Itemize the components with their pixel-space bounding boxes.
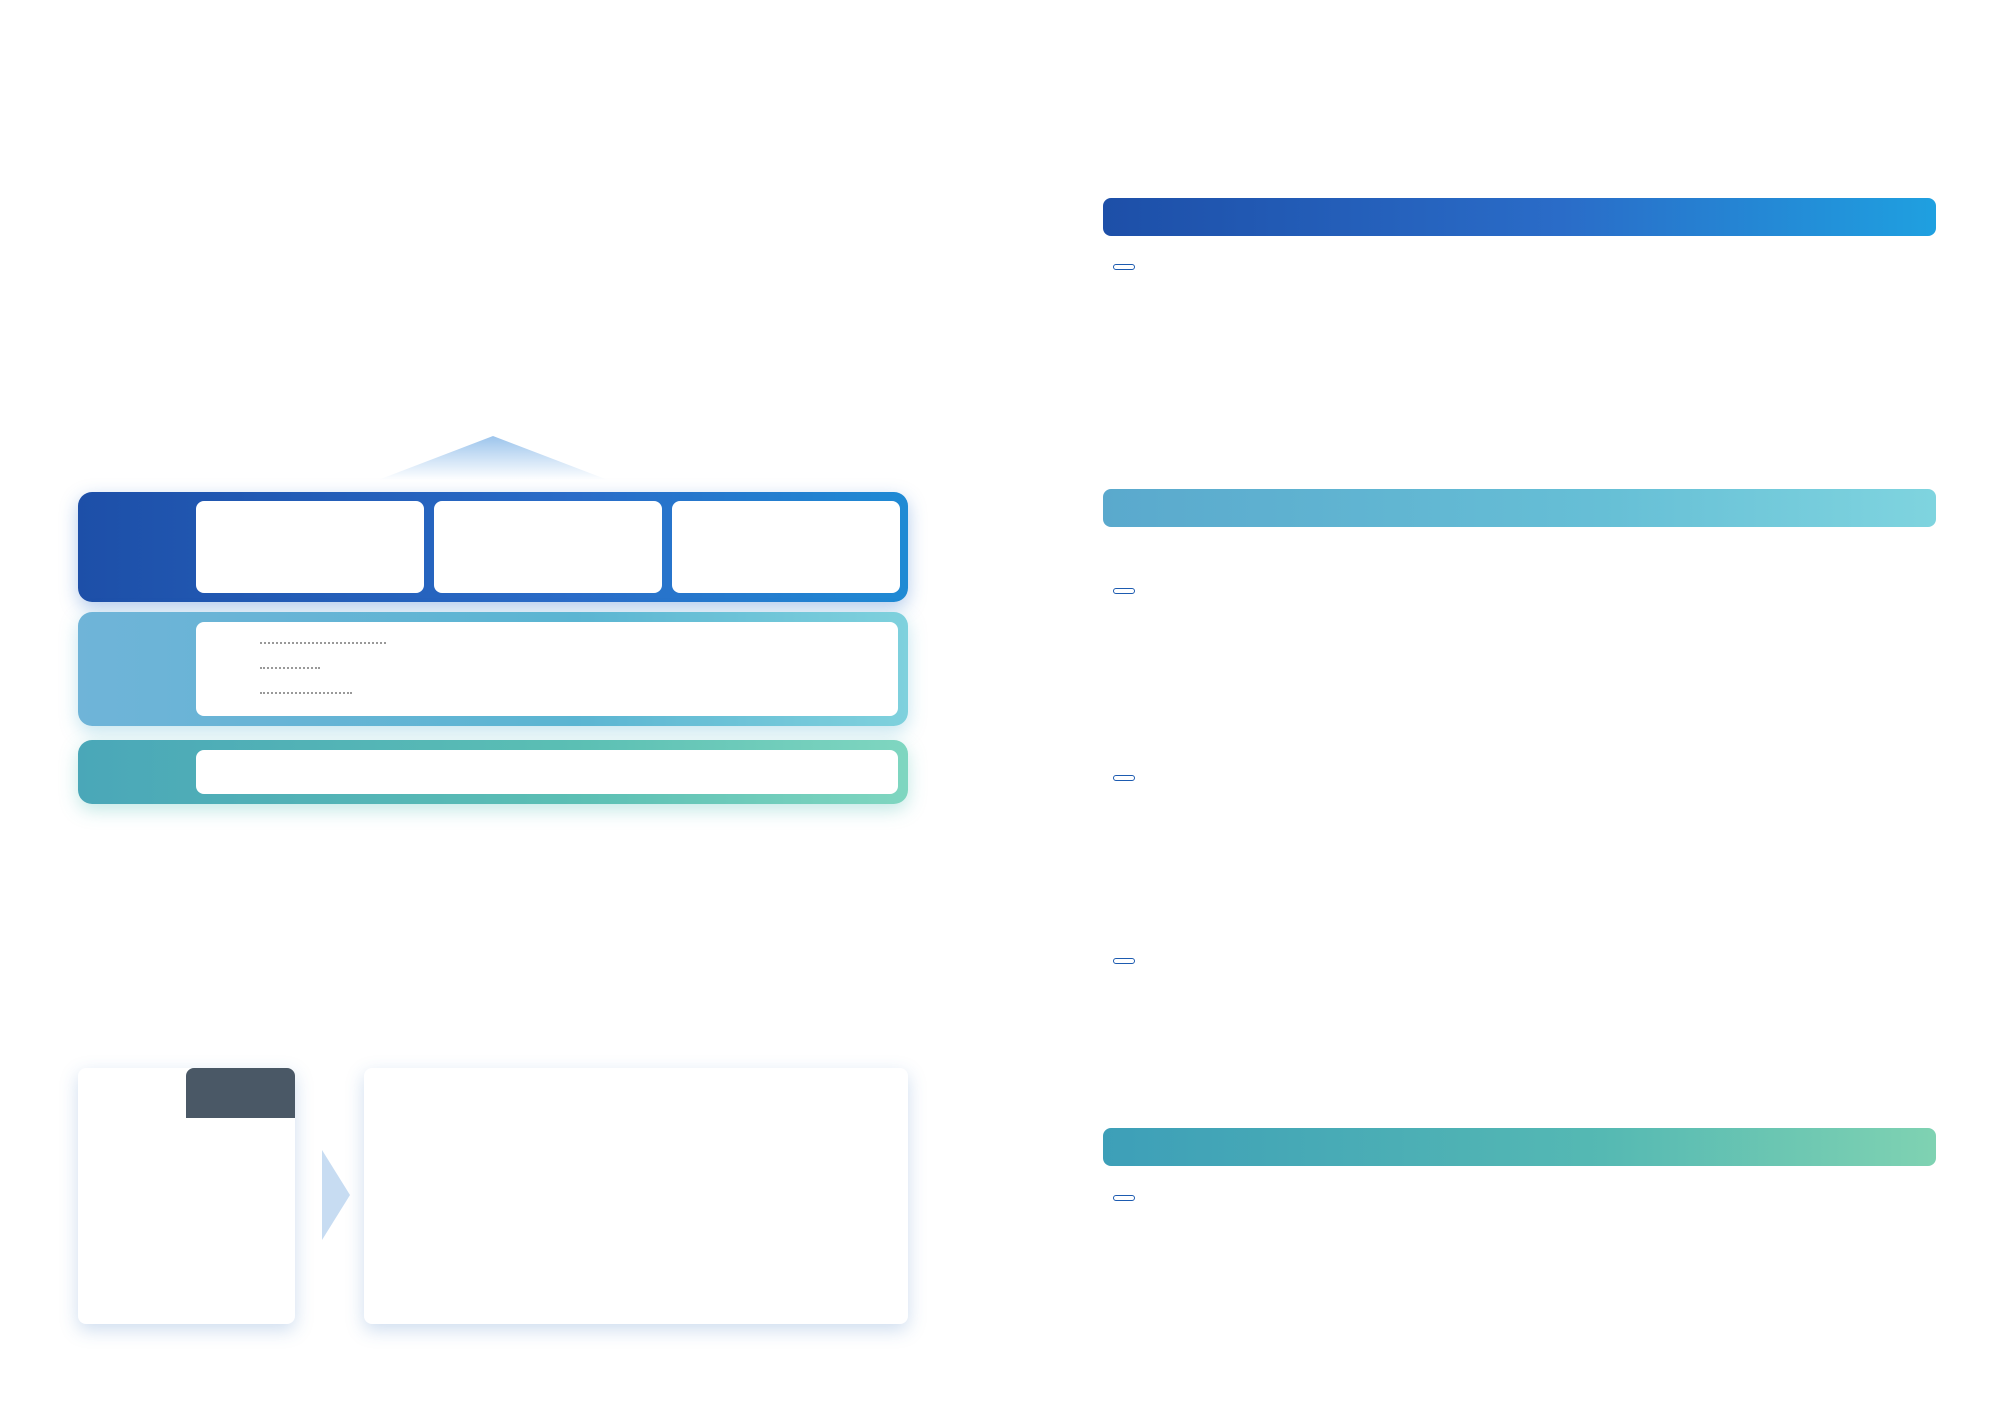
chevron-right-icon: [322, 1150, 350, 1240]
social-card: [196, 750, 898, 794]
social-band-right: [1103, 1128, 1936, 1166]
page-ref-link[interactable]: [1113, 264, 1135, 270]
social-label: [78, 740, 196, 804]
social-heading: [1103, 1195, 1135, 1201]
business-strategy-card: [196, 501, 424, 593]
leader-dots: [260, 642, 386, 644]
page-ref-link[interactable]: [1113, 1195, 1135, 1201]
growth-band-right: [1103, 198, 1936, 236]
foundation-card: [196, 622, 898, 716]
growth-strategy-label: [78, 492, 196, 602]
foundation-row: [252, 655, 898, 680]
foundation-label: [78, 612, 196, 726]
page-ref-link[interactable]: [1113, 588, 1135, 594]
service-strategy-card: [434, 501, 662, 593]
page-ref-link[interactable]: [1113, 958, 1135, 964]
leader-dots: [260, 692, 352, 694]
visualization-heading: [1103, 775, 1135, 781]
growth-heading: [1103, 264, 1135, 270]
growth-strategy-band: [78, 492, 908, 602]
page-ref-link[interactable]: [1113, 775, 1135, 781]
foundation-band-right: [1103, 489, 1936, 527]
social-band: [78, 740, 908, 804]
foundation-band: [78, 612, 908, 726]
top-nav: [1834, 52, 1938, 59]
foundation-row: [252, 680, 898, 705]
foundation-row: [252, 630, 898, 655]
table-main-panel: [364, 1068, 908, 1324]
hr-heading: [1103, 588, 1135, 594]
up-arrow-icon: [378, 436, 608, 480]
financial-strategy-card: [672, 501, 900, 593]
table-header-base: [186, 1068, 295, 1118]
leader-dots: [260, 667, 320, 669]
culture-heading: [1103, 958, 1135, 964]
